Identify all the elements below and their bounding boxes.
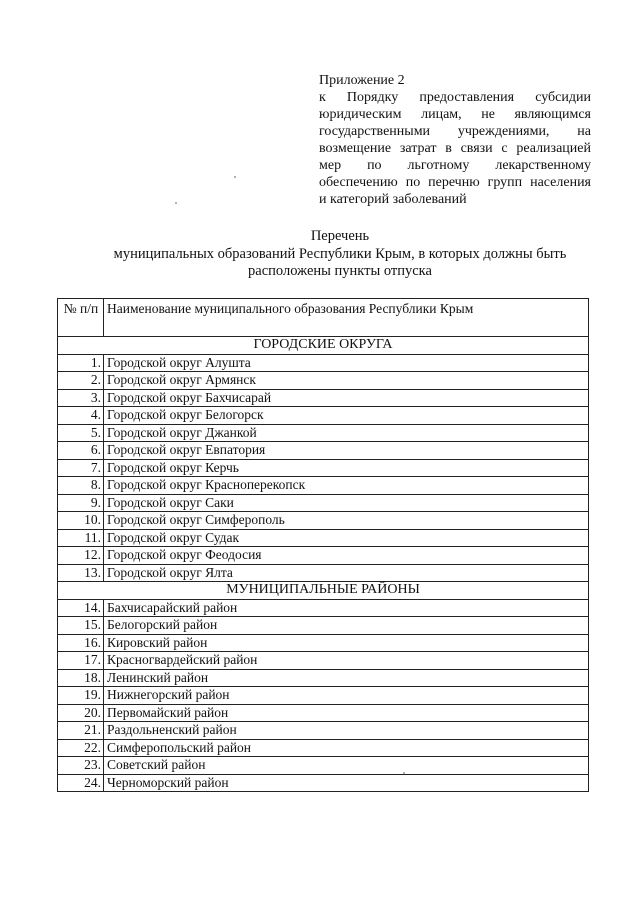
table-row	[58, 547, 589, 565]
row-name: Городской округ Белогорск	[104, 407, 589, 425]
title-line-1: Перечень	[310, 228, 370, 244]
row-number: 7.	[58, 459, 104, 477]
table-row	[58, 477, 589, 495]
row-name: Симферопольский район	[104, 739, 589, 757]
row-number: 16.	[58, 634, 104, 652]
row-number: 9.	[58, 494, 104, 512]
table-row	[58, 389, 589, 407]
row-name: Городской округ Красноперекопск	[104, 477, 589, 495]
header-number: № п/п	[58, 299, 104, 337]
appendix-block	[319, 72, 591, 208]
row-name: Городской округ Саки	[104, 494, 589, 512]
title-line-3: расположены пункты отпуска	[248, 263, 432, 279]
table-row	[58, 757, 589, 775]
row-name: Городской округ Керчь	[104, 459, 589, 477]
appendix-line: юридическим лицам, не являющимся	[319, 107, 591, 122]
row-number: 22.	[58, 739, 104, 757]
row-number: 6.	[58, 442, 104, 460]
table-row	[58, 529, 589, 547]
row-name: Нижнегорский район	[104, 687, 589, 705]
row-number: 21.	[58, 722, 104, 740]
municipalities-table	[57, 298, 589, 792]
table-row	[58, 634, 589, 652]
title-line-2: муниципальных образований Республики Крым, в которых должны быть	[113, 245, 567, 262]
row-number: 8.	[58, 477, 104, 495]
row-number: 12.	[58, 547, 104, 565]
table-row	[58, 459, 589, 477]
row-name: Бахчисарайский район	[104, 599, 589, 617]
row-name: Первомайский район	[104, 704, 589, 722]
row-number: 18.	[58, 669, 104, 687]
row-name: Раздольненский район	[104, 722, 589, 740]
appendix-line: и категорий заболеваний	[319, 192, 467, 207]
table-row	[58, 687, 589, 705]
row-name: Городской округ Евпатория	[104, 442, 589, 460]
row-name: Черноморский район	[104, 774, 589, 792]
row-number: 24.	[58, 774, 104, 792]
appendix-title: Приложение 2	[319, 73, 405, 88]
row-number: 5.	[58, 424, 104, 442]
table-row	[58, 512, 589, 530]
row-name: Городской округ Армянск	[104, 372, 589, 390]
scan-speck	[175, 202, 177, 204]
scan-speck	[234, 176, 236, 178]
row-name: Красногвардейский район	[104, 652, 589, 670]
row-number: 23.	[58, 757, 104, 775]
row-number: 10.	[58, 512, 104, 530]
row-number: 17.	[58, 652, 104, 670]
row-number: 20.	[58, 704, 104, 722]
appendix-line: к Порядку предоставления субсидии	[319, 90, 591, 105]
table-row	[58, 407, 589, 425]
row-name: Кировский район	[104, 634, 589, 652]
table-row	[58, 652, 589, 670]
table-row	[58, 617, 589, 635]
table-row	[58, 494, 589, 512]
scan-speck	[403, 772, 405, 774]
header-name: Наименование муниципального образования Республики Крым	[104, 299, 589, 337]
table-header-row	[58, 299, 589, 337]
row-number: 15.	[58, 617, 104, 635]
row-number: 19.	[58, 687, 104, 705]
appendix-line: государственными учреждениями, на	[319, 124, 591, 139]
table-row	[58, 774, 589, 792]
table-row	[58, 424, 589, 442]
row-name: Городской округ Алушта	[104, 354, 589, 372]
table-row	[58, 354, 589, 372]
section-title: ГОРОДСКИЕ ОКРУГА	[58, 337, 589, 355]
row-number: 14.	[58, 599, 104, 617]
appendix-line: обеспечению по перечню групп населения	[319, 175, 591, 190]
section-header-row	[58, 582, 589, 600]
row-name: Городской округ Судак	[104, 529, 589, 547]
row-name: Городской округ Джанкой	[104, 424, 589, 442]
row-name: Городской округ Симферополь	[104, 512, 589, 530]
table-row	[58, 564, 589, 582]
row-name: Городской округ Бахчисарай	[104, 389, 589, 407]
table-row	[58, 372, 589, 390]
appendix-line: мер по льготному лекарственному	[319, 158, 591, 173]
row-number: 2.	[58, 372, 104, 390]
row-name: Городской округ Ялта	[104, 564, 589, 582]
row-number: 13.	[58, 564, 104, 582]
row-number: 4.	[58, 407, 104, 425]
table-row	[58, 739, 589, 757]
section-header-row	[58, 337, 589, 355]
appendix-line: возмещение затрат в связи с реализацией	[319, 141, 591, 156]
row-name: Белогорский район	[104, 617, 589, 635]
table-row	[58, 704, 589, 722]
table-row	[58, 599, 589, 617]
row-number: 3.	[58, 389, 104, 407]
table-row	[58, 722, 589, 740]
row-name: Советский район	[104, 757, 589, 775]
row-name: Ленинский район	[104, 669, 589, 687]
row-name: Городской округ Феодосия	[104, 547, 589, 565]
document-title	[60, 228, 620, 281]
row-number: 11.	[58, 529, 104, 547]
table-row	[58, 669, 589, 687]
table-row	[58, 442, 589, 460]
section-title: МУНИЦИПАЛЬНЫЕ РАЙОНЫ	[58, 582, 589, 600]
row-number: 1.	[58, 354, 104, 372]
